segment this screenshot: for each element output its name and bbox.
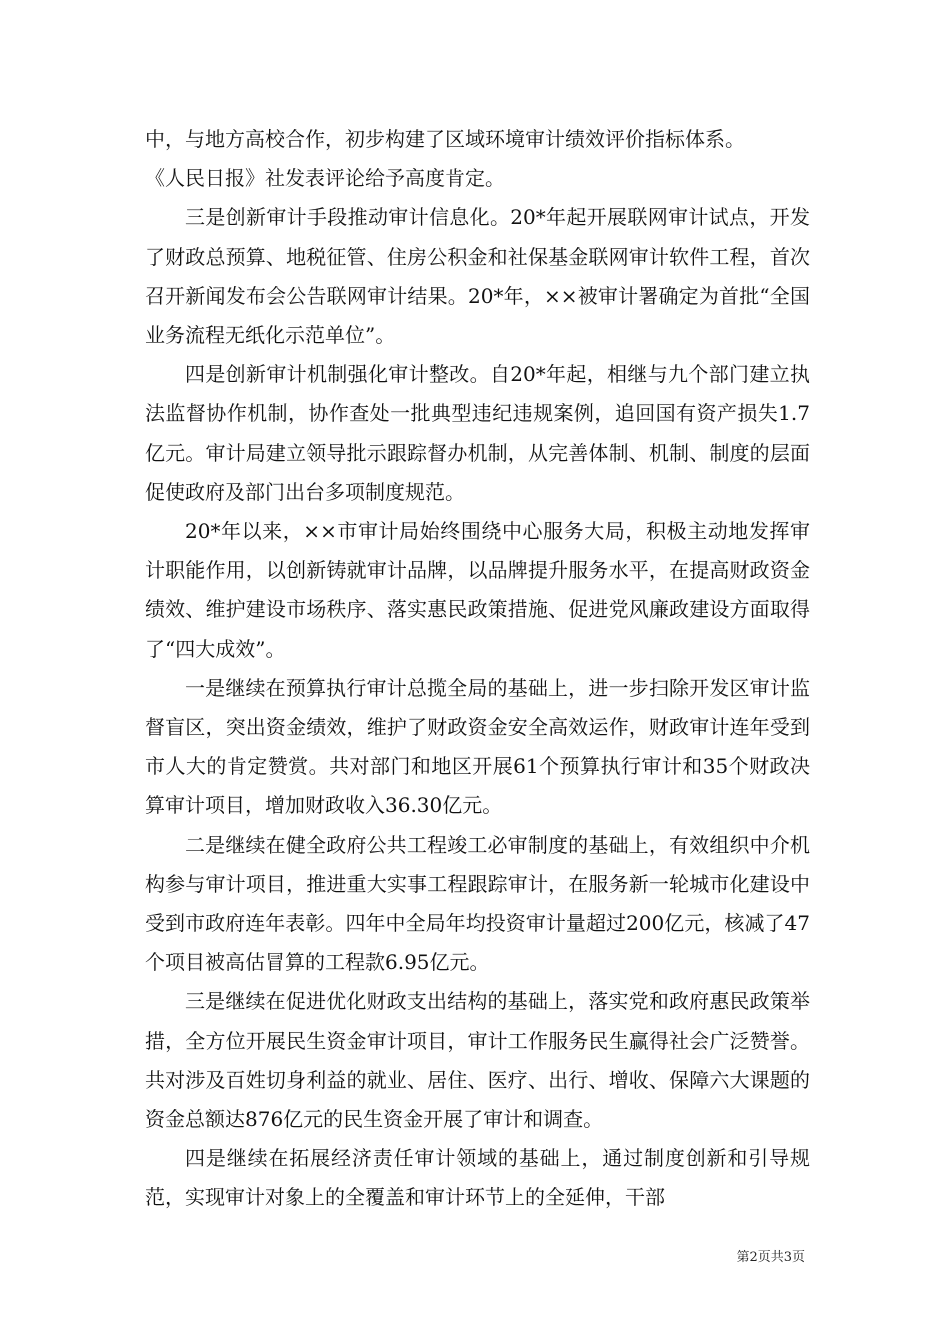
document-body (145, 120, 810, 1218)
paragraph-2: 《人民日报》社发表评论给予高度肯定。 (145, 166, 505, 191)
paragraph-8: 三是继续在促进优化财政支出结构的基础上，落实党和政府惠民政策举措，全方位开展民生资金审计项目，审计工作服务民生赢得社会广泛赞誉。共对涉及百姓切身利益的就业、居住、医疗、出行、增收、保障六大课题的资金总额达876亿元的民生资金开展了审计和调查。 (145, 989, 810, 1132)
page-number: 第2页共3页 (736, 1250, 805, 1265)
paragraph-7: 二是继续在健全政府公共工程竣工必审制度的基础上，有效组织中介机构参与审计项目，推进重大实事工程跟踪审计，在服务新一轮城市化建设中受到市政府连年表彰。四年中全局年均投资审计量超过200亿元，核减了47个项目被高估冒算的工程款6.95亿元。 (145, 832, 810, 975)
paragraph-4: 四是创新审计机制强化审计整改。自20*年起，相继与九个部门建立执法监督协作机制，协作查处一批典型违纪违规案例，追回国有资产损失1.7亿元。审计局建立领导批示跟踪督办机制，从完善体制、机制、制度的层面促使政府及部门出台多项制度规范。 (145, 362, 810, 504)
paragraph-3: 三是创新审计手段推动审计信息化。20*年起开展联网审计试点，开发了财政总预算、地税征管、住房公积金和社保基金联网审计软件工程，首次召开新闻发布会公告联网审计结果。20*年，××被审计署确定为首批“全国业务流程无纸化示范单位”。 (145, 205, 810, 348)
paragraph-9: 四是继续在拓展经济责任审计领域的基础上，通过制度创新和引导规范，实现审计对象上的全覆盖和审计环节上的全延伸，干部 (145, 1146, 810, 1210)
paragraph-6: 一是继续在预算执行审计总揽全局的基础上，进一步扫除开发区审计监督盲区，突出资金绩效，维护了财政资金安全高效运作，财政审计连年受到市人大的肯定赞赏。共对部门和地区开展61个预算执行审计和35个财政决算审计项目，增加财政收入36.30亿元。 (145, 675, 810, 818)
paragraph-5: 20*年以来，××市审计局始终围绕中心服务大局，积极主动地发挥审计职能作用，以创新铸就审计品牌，以品牌提升服务水平，在提高财政资金绩效、维护建设市场秩序、落实惠民政策措施、促进党风廉政建设方面取得了“四大成效”。 (145, 519, 810, 661)
paragraph-1: 中，与地方高校合作，初步构建了区域环境审计绩效评价指标体系。 (145, 127, 745, 151)
